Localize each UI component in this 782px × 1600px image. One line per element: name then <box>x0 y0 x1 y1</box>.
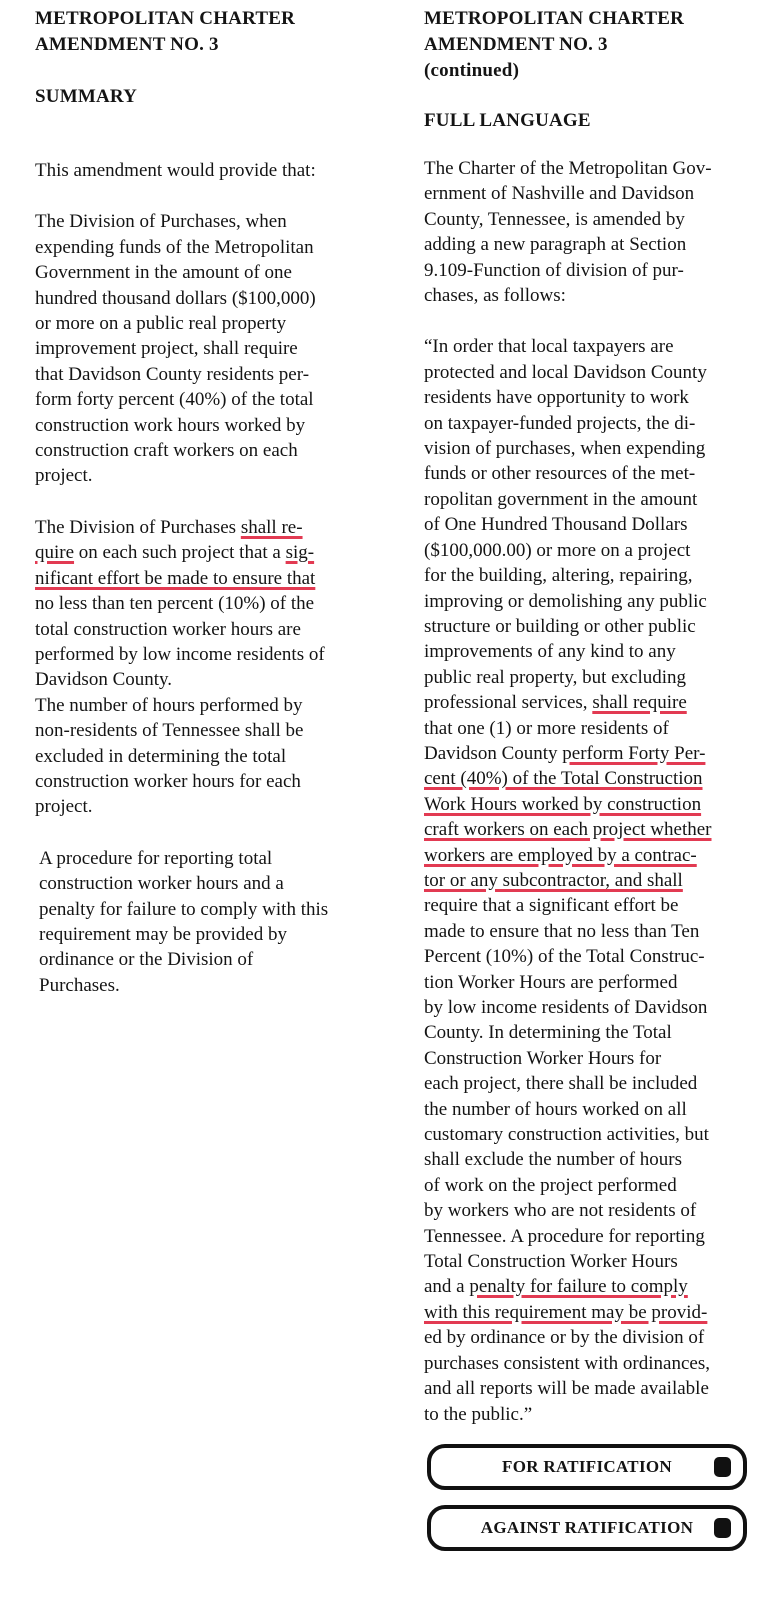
text-line: by workers who are not residents of <box>424 1200 697 1222</box>
highlighted-text: nificant effort be made to ensure that <box>35 567 316 589</box>
text-line: the number of hours worked on all <box>424 1098 687 1120</box>
left-title <box>35 6 380 58</box>
highlighted-text: workers are employed by a contrac- <box>424 844 697 866</box>
text-line: non-residents of Tennessee shall be <box>35 720 304 742</box>
text-line: funds or other resources of the met- <box>424 463 696 485</box>
full-language-paragraph-2 <box>424 334 759 1426</box>
text-line: “In order that local taxpayers are <box>424 336 674 358</box>
highlighted-text: perform Forty Per- <box>562 742 706 764</box>
text-line: adding a new paragraph at Section <box>424 234 687 256</box>
for-ratification-label: FOR RATIFICATION <box>502 1457 672 1476</box>
text-line: project. <box>35 796 93 818</box>
text-line: of One Hundred Thousand Dollars <box>424 514 688 536</box>
highlighted-text: sig- <box>285 542 315 564</box>
text-line: The number of hours performed by <box>35 694 303 716</box>
text-fragment: and a <box>424 1276 470 1298</box>
text-line: The Division of Purchases, when <box>35 211 287 233</box>
text-line: that Davidson County residents per- <box>35 363 310 385</box>
text-line: construction work hours worked by <box>35 414 306 436</box>
filled-oval-mark[interactable] <box>714 1518 731 1538</box>
full-language-column <box>424 6 759 1427</box>
text-line: ernment of Nashville and Davidson <box>424 183 695 205</box>
text-line: and all reports will be made available <box>424 1378 709 1400</box>
text-line: Tennessee. A procedure for reporting <box>424 1225 705 1247</box>
left-title-line: AMENDMENT NO. 3 <box>35 34 219 55</box>
right-title-line: METROPOLITAN CHARTER <box>424 8 685 29</box>
text-line: construction craft workers on each <box>35 440 298 462</box>
text-line: on taxpayer-funded projects, the di- <box>424 412 696 434</box>
text-line: form forty percent (40%) of the total <box>35 389 314 411</box>
text-line <box>424 741 759 766</box>
text-line <box>35 540 380 565</box>
text-line: construction worker hours and a <box>39 873 284 895</box>
text-line: ($100,000.00) or more on a project <box>424 539 691 561</box>
text-line: public real property, but excluding <box>424 666 687 688</box>
full-language-heading: FULL LANGUAGE <box>424 110 591 131</box>
text-line: A procedure for reporting total <box>39 847 273 869</box>
right-title <box>424 6 759 84</box>
highlighted-text: craft workers on each project whether <box>424 819 712 841</box>
full-language-paragraph-1 <box>424 156 759 308</box>
text-line: purchases consistent with ordinances, <box>424 1352 710 1374</box>
highlighted-text: quire <box>35 542 75 564</box>
text-line <box>424 690 759 715</box>
text-line: vision of purchases, when expending <box>424 438 706 460</box>
text-line: project. <box>35 465 93 487</box>
text-line: construction worker hours for each <box>35 770 301 792</box>
text-line: for the building, altering, repairing, <box>424 565 693 587</box>
left-title-line: METROPOLITAN CHARTER <box>35 8 296 29</box>
text-line: hundred thousand dollars ($100,000) <box>35 287 316 309</box>
text-line: Total Construction Worker Hours <box>424 1251 678 1273</box>
text-line: no less than ten percent (10%) of the <box>35 593 315 615</box>
against-ratification-option[interactable] <box>427 1505 747 1551</box>
highlighted-text: shall re- <box>240 516 303 538</box>
text-fragment: The Division of Purchases <box>35 516 241 538</box>
text-line: shall exclude the number of hours <box>424 1149 683 1171</box>
text-fragment: on each such project that a <box>74 542 286 564</box>
text-line: County, Tennessee, is amended by <box>424 208 685 230</box>
highlighted-text: cent (40%) of the Total Construction <box>424 768 703 790</box>
text-line: by low income residents of Davidson <box>424 997 708 1018</box>
text-fragment: Davidson County <box>424 742 563 764</box>
filled-oval-mark[interactable] <box>714 1457 731 1477</box>
for-ratification-option[interactable] <box>427 1444 747 1490</box>
text-line: Construction Worker Hours for <box>424 1047 662 1069</box>
text-line: requirement may be provided by <box>39 923 287 945</box>
summary-paragraph-2 <box>35 515 380 820</box>
text-line: protected and local Davidson County <box>424 361 707 383</box>
text-line: residents have opportunity to work <box>424 387 689 409</box>
text-line <box>424 1274 759 1299</box>
text-line: Percent (10%) of the Total Construc- <box>424 946 705 968</box>
text-line: penalty for failure to comply with this <box>39 898 329 920</box>
text-line: total construction worker hours are <box>35 618 301 640</box>
highlighted-text: Work Hours worked by construction <box>424 793 702 815</box>
text-line: require that a significant effort be <box>424 895 679 917</box>
text-fragment: professional services, <box>424 692 593 714</box>
text-line: improvement project, shall require <box>35 338 298 360</box>
text-line: each project, there shall be included <box>424 1073 698 1095</box>
text-line: The Charter of the Metropolitan Gov- <box>424 158 712 179</box>
text-line: performed by low income residents of <box>35 643 325 665</box>
text-line: structure or building or other public <box>424 615 696 637</box>
text-line: improving or demolishing any public <box>424 590 707 612</box>
summary-paragraph-3 <box>39 846 380 998</box>
highlighted-text: tor or any subcontractor, and shall <box>424 869 683 891</box>
text-line: made to ensure that no less than Ten <box>424 920 700 942</box>
text-line: chases, as follows: <box>424 285 566 307</box>
text-line: County. In determining the Total <box>424 1022 672 1044</box>
text-line: ordinance or the Division of <box>39 949 254 971</box>
text-line: improvements of any kind to any <box>424 641 676 663</box>
text-line <box>35 515 380 540</box>
text-line: tion Worker Hours are performed <box>424 971 678 993</box>
against-ratification-label: AGAINST RATIFICATION <box>480 1518 694 1537</box>
text-line: Government in the amount of one <box>35 262 292 284</box>
text-line: ed by ordinance or by the division of <box>424 1327 705 1349</box>
right-title-line: AMENDMENT NO. 3 <box>424 34 608 55</box>
text-line: ropolitan government in the amount <box>424 488 698 510</box>
highlighted-text: penalty for failure to comply <box>469 1276 688 1298</box>
right-title-line: (continued) <box>424 60 520 81</box>
summary-heading: SUMMARY <box>35 86 138 107</box>
summary-paragraph-1 <box>35 209 380 488</box>
text-line: Davidson County. <box>35 669 173 691</box>
text-line: to the public.” <box>424 1403 533 1425</box>
text-line: or more on a public real property <box>35 313 287 335</box>
summary-intro: This amendment would provide that: <box>35 160 316 181</box>
text-line: Purchases. <box>39 974 120 996</box>
text-line: 9.109-Function of division of pur- <box>424 259 684 281</box>
text-line: that one (1) or more residents of <box>424 717 669 739</box>
text-line: excluded in determining the total <box>35 745 287 767</box>
text-line: expending funds of the Metropolitan <box>35 236 314 258</box>
highlighted-text: shall require <box>592 692 687 714</box>
text-line: of work on the project performed <box>424 1174 677 1196</box>
highlighted-text: with this requirement may be provid- <box>424 1301 708 1323</box>
summary-column <box>35 6 380 998</box>
text-line: customary construction activities, but <box>424 1124 709 1146</box>
